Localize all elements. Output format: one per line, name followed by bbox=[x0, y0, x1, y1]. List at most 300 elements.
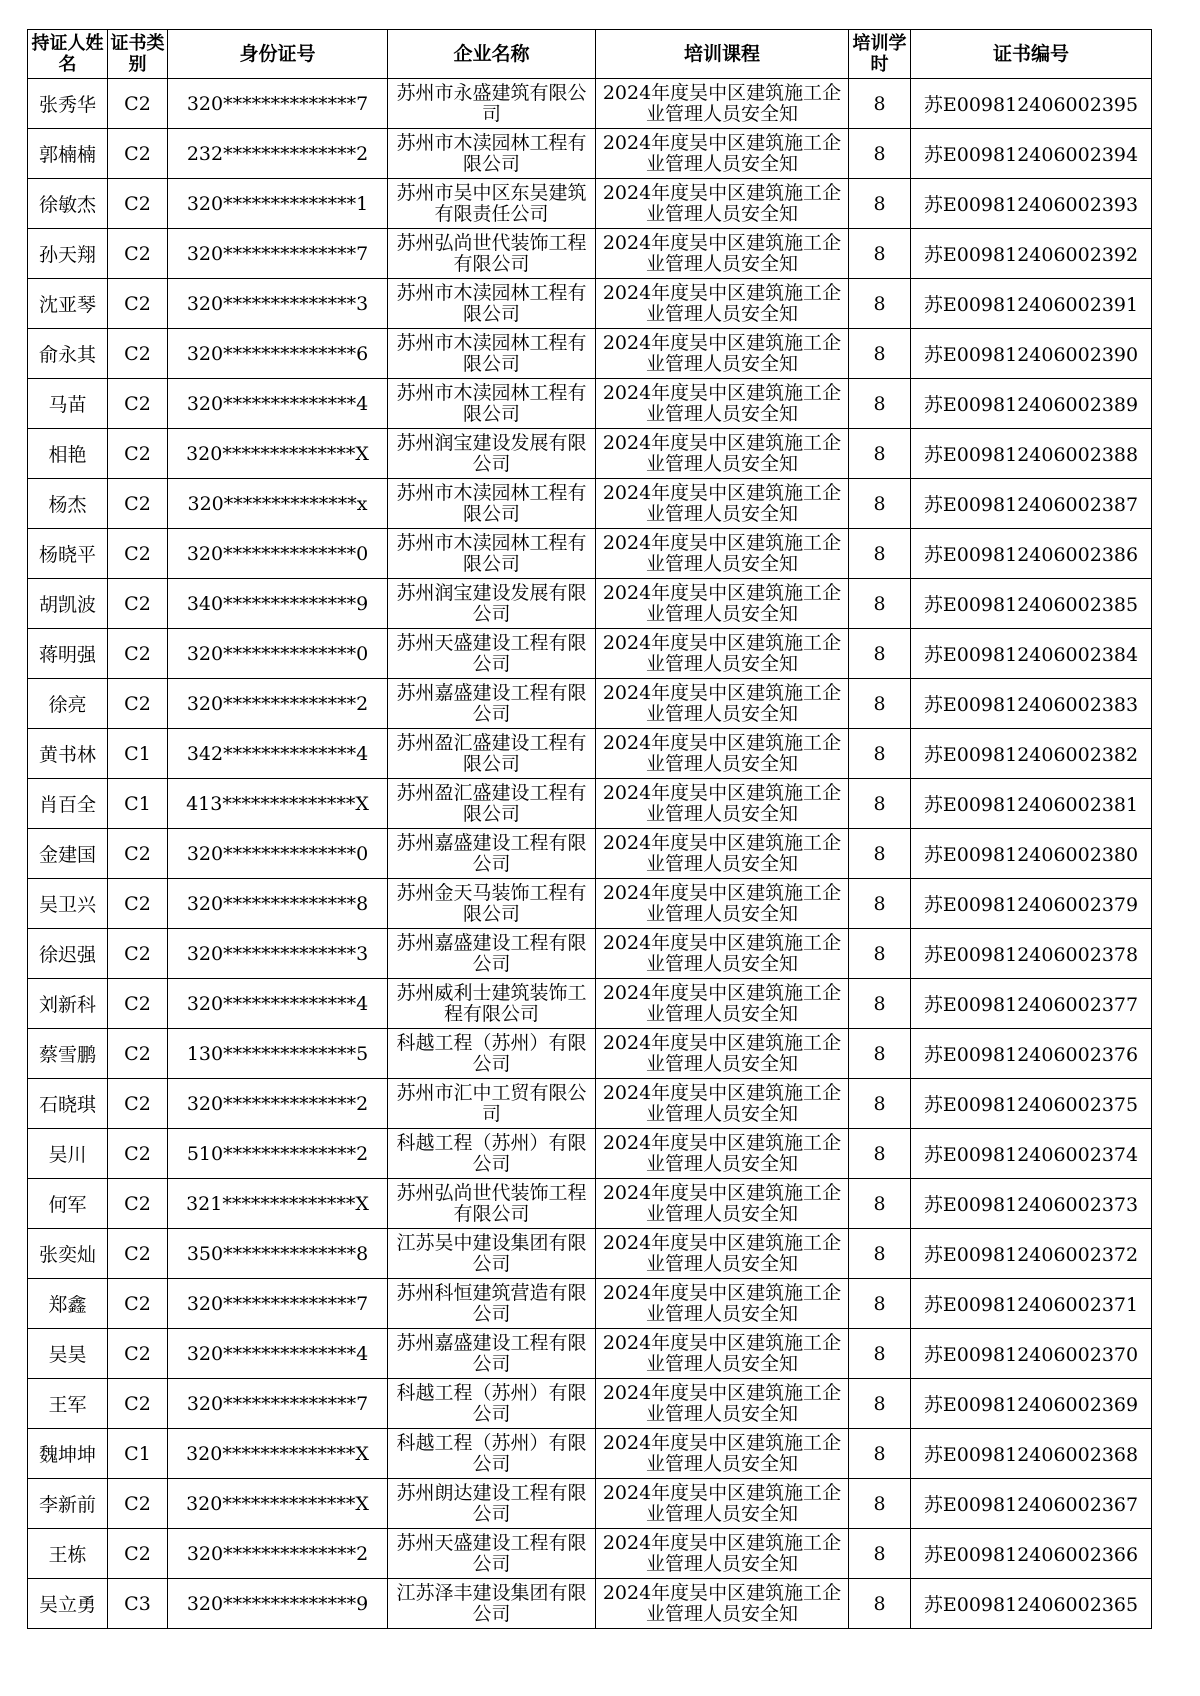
header-course: 培训课程 bbox=[596, 30, 849, 79]
cell-name: 胡凯波 bbox=[28, 579, 108, 629]
cell-company bbox=[388, 229, 596, 279]
cell-cert-no: 苏E009812406002392 bbox=[911, 229, 1152, 279]
table-row bbox=[28, 1229, 1152, 1279]
cell-category: C2 bbox=[108, 1129, 168, 1179]
cell-course-text: 2024年度吴中区建筑施工企业管理人员安全知 bbox=[602, 631, 842, 675]
cell-course-text: 2024年度吴中区建筑施工企业管理人员安全知 bbox=[602, 1531, 842, 1575]
cell-course-text: 2024年度吴中区建筑施工企业管理人员安全知 bbox=[602, 481, 842, 525]
cell-course-text: 2024年度吴中区建筑施工企业管理人员安全知 bbox=[602, 581, 842, 625]
cell-cert-no: 苏E009812406002368 bbox=[911, 1429, 1152, 1479]
cell-category: C2 bbox=[108, 1029, 168, 1079]
cell-cert-no: 苏E009812406002379 bbox=[911, 879, 1152, 929]
cell-category: C2 bbox=[108, 579, 168, 629]
cell-company bbox=[388, 829, 596, 879]
cell-company-text: 苏州市木渎园林工程有限公司 bbox=[396, 481, 587, 525]
cell-hours: 8 bbox=[849, 1279, 911, 1329]
cell-name: 张奕灿 bbox=[28, 1229, 108, 1279]
cell-course bbox=[596, 529, 849, 579]
cell-hours: 8 bbox=[849, 1379, 911, 1429]
cell-cert-no: 苏E009812406002371 bbox=[911, 1279, 1152, 1329]
cell-company bbox=[388, 279, 596, 329]
cell-course-text: 2024年度吴中区建筑施工企业管理人员安全知 bbox=[602, 1281, 842, 1325]
cell-course-text: 2024年度吴中区建筑施工企业管理人员安全知 bbox=[602, 181, 842, 225]
cell-cert-no: 苏E009812406002376 bbox=[911, 1029, 1152, 1079]
cell-category: C2 bbox=[108, 1479, 168, 1529]
cell-id-number: 320**************2 bbox=[168, 1529, 388, 1579]
cell-hours: 8 bbox=[849, 479, 911, 529]
cell-course bbox=[596, 1379, 849, 1429]
cell-name: 吴卫兴 bbox=[28, 879, 108, 929]
cell-cert-no: 苏E009812406002389 bbox=[911, 379, 1152, 429]
cell-hours: 8 bbox=[849, 279, 911, 329]
cell-company bbox=[388, 879, 596, 929]
cell-company-text: 江苏泽丰建设集团有限公司 bbox=[396, 1581, 587, 1625]
cell-category: C2 bbox=[108, 79, 168, 129]
cell-hours: 8 bbox=[849, 1429, 911, 1479]
cell-company-text: 苏州嘉盛建设工程有限公司 bbox=[396, 681, 587, 725]
cell-company bbox=[388, 1379, 596, 1429]
cell-category: C1 bbox=[108, 779, 168, 829]
cell-name: 马苗 bbox=[28, 379, 108, 429]
cell-company-text: 苏州市木渎园林工程有限公司 bbox=[396, 381, 587, 425]
cell-id-number: 320**************X bbox=[168, 1429, 388, 1479]
cell-id-number: 320**************1 bbox=[168, 179, 388, 229]
cell-hours: 8 bbox=[849, 379, 911, 429]
header-id: 身份证号 bbox=[168, 30, 388, 79]
cell-category: C2 bbox=[108, 1179, 168, 1229]
cell-course-text: 2024年度吴中区建筑施工企业管理人员安全知 bbox=[602, 681, 842, 725]
cell-course bbox=[596, 79, 849, 129]
cell-course bbox=[596, 1329, 849, 1379]
table-row bbox=[28, 779, 1152, 829]
table-row bbox=[28, 1379, 1152, 1429]
cell-course-text: 2024年度吴中区建筑施工企业管理人员安全知 bbox=[602, 281, 842, 325]
cell-id-number: 320**************7 bbox=[168, 79, 388, 129]
table-row bbox=[28, 479, 1152, 529]
cell-category: C2 bbox=[108, 429, 168, 479]
cell-name: 俞永其 bbox=[28, 329, 108, 379]
cell-course bbox=[596, 579, 849, 629]
cell-cert-no: 苏E009812406002369 bbox=[911, 1379, 1152, 1429]
cell-hours: 8 bbox=[849, 779, 911, 829]
cell-cert-no: 苏E009812406002390 bbox=[911, 329, 1152, 379]
cell-course bbox=[596, 329, 849, 379]
cell-company-text: 苏州弘尚世代装饰工程有限公司 bbox=[396, 1181, 587, 1225]
cell-name: 何军 bbox=[28, 1179, 108, 1229]
cell-category: C2 bbox=[108, 879, 168, 929]
cell-category: C3 bbox=[108, 1579, 168, 1629]
cell-company bbox=[388, 579, 596, 629]
cell-category: C2 bbox=[108, 529, 168, 579]
cell-company bbox=[388, 179, 596, 229]
table-row bbox=[28, 1279, 1152, 1329]
cell-hours: 8 bbox=[849, 1479, 911, 1529]
cell-id-number: 340**************9 bbox=[168, 579, 388, 629]
cell-category: C2 bbox=[108, 1079, 168, 1129]
cell-cert-no: 苏E009812406002391 bbox=[911, 279, 1152, 329]
cell-hours: 8 bbox=[849, 429, 911, 479]
cell-hours: 8 bbox=[849, 1329, 911, 1379]
header-cert-no: 证书编号 bbox=[911, 30, 1152, 79]
cell-company-text: 科越工程（苏州）有限公司 bbox=[396, 1431, 587, 1475]
cell-id-number: 320**************2 bbox=[168, 679, 388, 729]
cell-id-number: 232**************2 bbox=[168, 129, 388, 179]
cell-name: 李新前 bbox=[28, 1479, 108, 1529]
cell-category: C2 bbox=[108, 679, 168, 729]
cell-course bbox=[596, 1279, 849, 1329]
cell-cert-no: 苏E009812406002377 bbox=[911, 979, 1152, 1029]
cell-company bbox=[388, 729, 596, 779]
header-row bbox=[28, 30, 1152, 79]
cell-name: 张秀华 bbox=[28, 79, 108, 129]
cell-category: C2 bbox=[108, 979, 168, 1029]
cell-company bbox=[388, 79, 596, 129]
cell-hours: 8 bbox=[849, 229, 911, 279]
cell-id-number: 320**************7 bbox=[168, 1379, 388, 1429]
cell-id-number: 320**************7 bbox=[168, 1279, 388, 1329]
cell-company-text: 苏州嘉盛建设工程有限公司 bbox=[396, 931, 587, 975]
cell-cert-no: 苏E009812406002388 bbox=[911, 429, 1152, 479]
cell-company bbox=[388, 1329, 596, 1379]
header-category: 证书类别 bbox=[108, 30, 168, 79]
cell-category: C2 bbox=[108, 929, 168, 979]
cell-course-text: 2024年度吴中区建筑施工企业管理人员安全知 bbox=[602, 1031, 842, 1075]
table-row bbox=[28, 1079, 1152, 1129]
cell-course bbox=[596, 1179, 849, 1229]
cell-hours: 8 bbox=[849, 79, 911, 129]
cell-course-text: 2024年度吴中区建筑施工企业管理人员安全知 bbox=[602, 431, 842, 475]
cell-hours: 8 bbox=[849, 1529, 911, 1579]
cell-company bbox=[388, 379, 596, 429]
table-row bbox=[28, 729, 1152, 779]
cell-hours: 8 bbox=[849, 1229, 911, 1279]
cell-course-text: 2024年度吴中区建筑施工企业管理人员安全知 bbox=[602, 1331, 842, 1375]
cell-cert-no: 苏E009812406002381 bbox=[911, 779, 1152, 829]
cell-course bbox=[596, 1479, 849, 1529]
cell-company bbox=[388, 679, 596, 729]
cell-name: 杨晓平 bbox=[28, 529, 108, 579]
cell-company bbox=[388, 429, 596, 479]
cell-name: 相艳 bbox=[28, 429, 108, 479]
cell-id-number: 350**************8 bbox=[168, 1229, 388, 1279]
cell-category: C1 bbox=[108, 1429, 168, 1479]
cell-company bbox=[388, 129, 596, 179]
cell-company bbox=[388, 929, 596, 979]
cell-company bbox=[388, 779, 596, 829]
cell-course bbox=[596, 1229, 849, 1279]
cell-cert-no: 苏E009812406002383 bbox=[911, 679, 1152, 729]
cell-company bbox=[388, 1179, 596, 1229]
cell-hours: 8 bbox=[849, 579, 911, 629]
cell-course-text: 2024年度吴中区建筑施工企业管理人员安全知 bbox=[602, 931, 842, 975]
cell-company bbox=[388, 1479, 596, 1529]
table-row bbox=[28, 679, 1152, 729]
cell-category: C2 bbox=[108, 179, 168, 229]
table-row bbox=[28, 79, 1152, 129]
cell-company-text: 苏州嘉盛建设工程有限公司 bbox=[396, 831, 587, 875]
cell-company bbox=[388, 529, 596, 579]
cell-cert-no: 苏E009812406002385 bbox=[911, 579, 1152, 629]
cell-hours: 8 bbox=[849, 829, 911, 879]
table-row bbox=[28, 329, 1152, 379]
cell-cert-no: 苏E009812406002387 bbox=[911, 479, 1152, 529]
cell-id-number: 320**************4 bbox=[168, 1329, 388, 1379]
cell-cert-no: 苏E009812406002366 bbox=[911, 1529, 1152, 1579]
cell-cert-no: 苏E009812406002372 bbox=[911, 1229, 1152, 1279]
cell-id-number: 320**************7 bbox=[168, 229, 388, 279]
cell-company bbox=[388, 629, 596, 679]
header-company: 企业名称 bbox=[388, 30, 596, 79]
cell-id-number: 510**************2 bbox=[168, 1129, 388, 1179]
cell-id-number: 320**************6 bbox=[168, 329, 388, 379]
cell-course bbox=[596, 279, 849, 329]
cell-course-text: 2024年度吴中区建筑施工企业管理人员安全知 bbox=[602, 781, 842, 825]
table-row bbox=[28, 879, 1152, 929]
cell-id-number: 342**************4 bbox=[168, 729, 388, 779]
cell-cert-no: 苏E009812406002375 bbox=[911, 1079, 1152, 1129]
cell-course bbox=[596, 829, 849, 879]
cell-id-number: 320**************9 bbox=[168, 1579, 388, 1629]
cell-company bbox=[388, 329, 596, 379]
table-row bbox=[28, 529, 1152, 579]
cell-course-text: 2024年度吴中区建筑施工企业管理人员安全知 bbox=[602, 1431, 842, 1475]
cell-course bbox=[596, 729, 849, 779]
cell-course bbox=[596, 179, 849, 229]
cell-category: C2 bbox=[108, 479, 168, 529]
cell-course-text: 2024年度吴中区建筑施工企业管理人员安全知 bbox=[602, 381, 842, 425]
cell-course bbox=[596, 879, 849, 929]
cell-course bbox=[596, 1529, 849, 1579]
cell-name: 杨杰 bbox=[28, 479, 108, 529]
cell-hours: 8 bbox=[849, 929, 911, 979]
cell-category: C2 bbox=[108, 629, 168, 679]
cell-cert-no: 苏E009812406002386 bbox=[911, 529, 1152, 579]
cell-company bbox=[388, 1229, 596, 1279]
table-body bbox=[28, 79, 1152, 1629]
cell-cert-no: 苏E009812406002373 bbox=[911, 1179, 1152, 1229]
cell-id-number: 413**************X bbox=[168, 779, 388, 829]
table-row bbox=[28, 829, 1152, 879]
cell-cert-no: 苏E009812406002365 bbox=[911, 1579, 1152, 1629]
cell-name: 沈亚琴 bbox=[28, 279, 108, 329]
cell-course-text: 2024年度吴中区建筑施工企业管理人员安全知 bbox=[602, 731, 842, 775]
cell-hours: 8 bbox=[849, 629, 911, 679]
cell-company-text: 苏州润宝建设发展有限公司 bbox=[396, 581, 587, 625]
cell-company bbox=[388, 1529, 596, 1579]
cell-cert-no: 苏E009812406002380 bbox=[911, 829, 1152, 879]
cell-hours: 8 bbox=[849, 129, 911, 179]
cell-course-text: 2024年度吴中区建筑施工企业管理人员安全知 bbox=[602, 1181, 842, 1225]
cell-company bbox=[388, 1129, 596, 1179]
cell-name: 吴川 bbox=[28, 1129, 108, 1179]
table-row bbox=[28, 179, 1152, 229]
cell-category: C2 bbox=[108, 1379, 168, 1429]
cell-company-text: 苏州市汇中工贸有限公司 bbox=[396, 1081, 587, 1125]
cell-id-number: 320**************X bbox=[168, 429, 388, 479]
cell-course-text: 2024年度吴中区建筑施工企业管理人员安全知 bbox=[602, 331, 842, 375]
cell-id-number: 320**************0 bbox=[168, 629, 388, 679]
cell-hours: 8 bbox=[849, 1029, 911, 1079]
cell-id-number: 320**************3 bbox=[168, 929, 388, 979]
cell-name: 黄书林 bbox=[28, 729, 108, 779]
table-row bbox=[28, 1479, 1152, 1529]
cell-course bbox=[596, 629, 849, 679]
cell-id-number: 320**************8 bbox=[168, 879, 388, 929]
cell-company bbox=[388, 1079, 596, 1129]
cell-name: 吴立勇 bbox=[28, 1579, 108, 1629]
cell-course bbox=[596, 929, 849, 979]
cell-cert-no: 苏E009812406002367 bbox=[911, 1479, 1152, 1529]
cell-id-number: 320**************0 bbox=[168, 529, 388, 579]
cell-cert-no: 苏E009812406002395 bbox=[911, 79, 1152, 129]
cell-course-text: 2024年度吴中区建筑施工企业管理人员安全知 bbox=[602, 981, 842, 1025]
cell-course bbox=[596, 229, 849, 279]
cell-name: 刘新科 bbox=[28, 979, 108, 1029]
cell-hours: 8 bbox=[849, 529, 911, 579]
cell-id-number: 320**************3 bbox=[168, 279, 388, 329]
cell-hours: 8 bbox=[849, 979, 911, 1029]
cell-company-text: 苏州市木渎园林工程有限公司 bbox=[396, 331, 587, 375]
cell-company-text: 江苏吴中建设集团有限公司 bbox=[396, 1231, 587, 1275]
cell-company-text: 苏州科恒建筑营造有限公司 bbox=[396, 1281, 587, 1325]
cell-name: 徐亮 bbox=[28, 679, 108, 729]
cell-course-text: 2024年度吴中区建筑施工企业管理人员安全知 bbox=[602, 1231, 842, 1275]
cell-name: 石晓琪 bbox=[28, 1079, 108, 1129]
cell-hours: 8 bbox=[849, 1129, 911, 1179]
table-header bbox=[28, 30, 1152, 79]
cell-company-text: 苏州市永盛建筑有限公司 bbox=[396, 81, 587, 125]
cell-category: C2 bbox=[108, 1529, 168, 1579]
cell-category: C2 bbox=[108, 1279, 168, 1329]
cell-hours: 8 bbox=[849, 879, 911, 929]
cell-id-number: 320**************X bbox=[168, 1479, 388, 1529]
cell-cert-no: 苏E009812406002394 bbox=[911, 129, 1152, 179]
cell-company bbox=[388, 979, 596, 1029]
cell-company-text: 苏州弘尚世代装饰工程有限公司 bbox=[396, 231, 587, 275]
cell-hours: 8 bbox=[849, 729, 911, 779]
cell-name: 孙天翔 bbox=[28, 229, 108, 279]
cell-course-text: 2024年度吴中区建筑施工企业管理人员安全知 bbox=[602, 1381, 842, 1425]
cell-company-text: 科越工程（苏州）有限公司 bbox=[396, 1131, 587, 1175]
table-row bbox=[28, 1329, 1152, 1379]
cell-hours: 8 bbox=[849, 1079, 911, 1129]
cell-course bbox=[596, 1129, 849, 1179]
table-row bbox=[28, 1529, 1152, 1579]
table-row bbox=[28, 379, 1152, 429]
cell-course bbox=[596, 129, 849, 179]
table-row bbox=[28, 1179, 1152, 1229]
cell-company-text: 苏州威利士建筑装饰工程有限公司 bbox=[396, 981, 587, 1025]
cell-hours: 8 bbox=[849, 329, 911, 379]
cell-category: C2 bbox=[108, 279, 168, 329]
table-row bbox=[28, 1029, 1152, 1079]
cell-course-text: 2024年度吴中区建筑施工企业管理人员安全知 bbox=[602, 881, 842, 925]
cell-course bbox=[596, 1429, 849, 1479]
cell-category: C2 bbox=[108, 329, 168, 379]
cell-name: 魏坤坤 bbox=[28, 1429, 108, 1479]
cell-course bbox=[596, 429, 849, 479]
cell-name: 金建国 bbox=[28, 829, 108, 879]
cell-hours: 8 bbox=[849, 679, 911, 729]
cell-course-text: 2024年度吴中区建筑施工企业管理人员安全知 bbox=[602, 1081, 842, 1125]
certificate-table bbox=[27, 29, 1152, 1629]
cell-cert-no: 苏E009812406002370 bbox=[911, 1329, 1152, 1379]
cell-course-text: 2024年度吴中区建筑施工企业管理人员安全知 bbox=[602, 1581, 842, 1625]
cell-course-text: 2024年度吴中区建筑施工企业管理人员安全知 bbox=[602, 1131, 842, 1175]
cell-company-text: 苏州市吴中区东吴建筑有限责任公司 bbox=[396, 181, 587, 225]
cell-name: 肖百全 bbox=[28, 779, 108, 829]
cell-company bbox=[388, 479, 596, 529]
cell-id-number: 320**************0 bbox=[168, 829, 388, 879]
cell-hours: 8 bbox=[849, 1179, 911, 1229]
cell-id-number: 321**************X bbox=[168, 1179, 388, 1229]
cell-name: 郭楠楠 bbox=[28, 129, 108, 179]
cell-course bbox=[596, 1079, 849, 1129]
cell-company-text: 苏州润宝建设发展有限公司 bbox=[396, 431, 587, 475]
cell-category: C2 bbox=[108, 129, 168, 179]
cell-course bbox=[596, 479, 849, 529]
cell-course bbox=[596, 1029, 849, 1079]
cell-name: 王栋 bbox=[28, 1529, 108, 1579]
table-row bbox=[28, 979, 1152, 1029]
cell-category: C2 bbox=[108, 229, 168, 279]
cell-course bbox=[596, 979, 849, 1029]
cell-name: 郑鑫 bbox=[28, 1279, 108, 1329]
table-row bbox=[28, 929, 1152, 979]
cell-name: 吴昊 bbox=[28, 1329, 108, 1379]
cell-course-text: 2024年度吴中区建筑施工企业管理人员安全知 bbox=[602, 231, 842, 275]
cell-id-number: 320**************4 bbox=[168, 379, 388, 429]
table-row bbox=[28, 429, 1152, 479]
cell-company bbox=[388, 1279, 596, 1329]
cell-cert-no: 苏E009812406002374 bbox=[911, 1129, 1152, 1179]
table-row bbox=[28, 229, 1152, 279]
cell-name: 蔡雪鹏 bbox=[28, 1029, 108, 1079]
cell-course-text: 2024年度吴中区建筑施工企业管理人员安全知 bbox=[602, 531, 842, 575]
table-row bbox=[28, 579, 1152, 629]
cell-company bbox=[388, 1579, 596, 1629]
cell-company bbox=[388, 1429, 596, 1479]
cell-cert-no: 苏E009812406002384 bbox=[911, 629, 1152, 679]
table-row bbox=[28, 279, 1152, 329]
table-row bbox=[28, 1579, 1152, 1629]
cell-cert-no: 苏E009812406002378 bbox=[911, 929, 1152, 979]
cell-company-text: 苏州盈汇盛建设工程有限公司 bbox=[396, 731, 587, 775]
cell-hours: 8 bbox=[849, 1579, 911, 1629]
cell-course-text: 2024年度吴中区建筑施工企业管理人员安全知 bbox=[602, 131, 842, 175]
cell-course bbox=[596, 379, 849, 429]
cell-company-text: 苏州金天马装饰工程有限公司 bbox=[396, 881, 587, 925]
cell-course-text: 2024年度吴中区建筑施工企业管理人员安全知 bbox=[602, 831, 842, 875]
cell-company-text: 苏州朗达建设工程有限公司 bbox=[396, 1481, 587, 1525]
table-row bbox=[28, 1129, 1152, 1179]
cell-category: C2 bbox=[108, 379, 168, 429]
cell-category: C2 bbox=[108, 829, 168, 879]
cell-company-text: 苏州市木渎园林工程有限公司 bbox=[396, 131, 587, 175]
cell-course bbox=[596, 779, 849, 829]
cell-category: C2 bbox=[108, 1329, 168, 1379]
cell-company-text: 苏州天盛建设工程有限公司 bbox=[396, 631, 587, 675]
table-row bbox=[28, 129, 1152, 179]
cell-name: 蒋明强 bbox=[28, 629, 108, 679]
cell-company-text: 苏州市木渎园林工程有限公司 bbox=[396, 281, 587, 325]
cell-cert-no: 苏E009812406002393 bbox=[911, 179, 1152, 229]
table-row bbox=[28, 629, 1152, 679]
header-name: 持证人姓名 bbox=[28, 30, 108, 79]
cell-id-number: 320**************2 bbox=[168, 1079, 388, 1129]
cell-category: C1 bbox=[108, 729, 168, 779]
cell-hours: 8 bbox=[849, 179, 911, 229]
